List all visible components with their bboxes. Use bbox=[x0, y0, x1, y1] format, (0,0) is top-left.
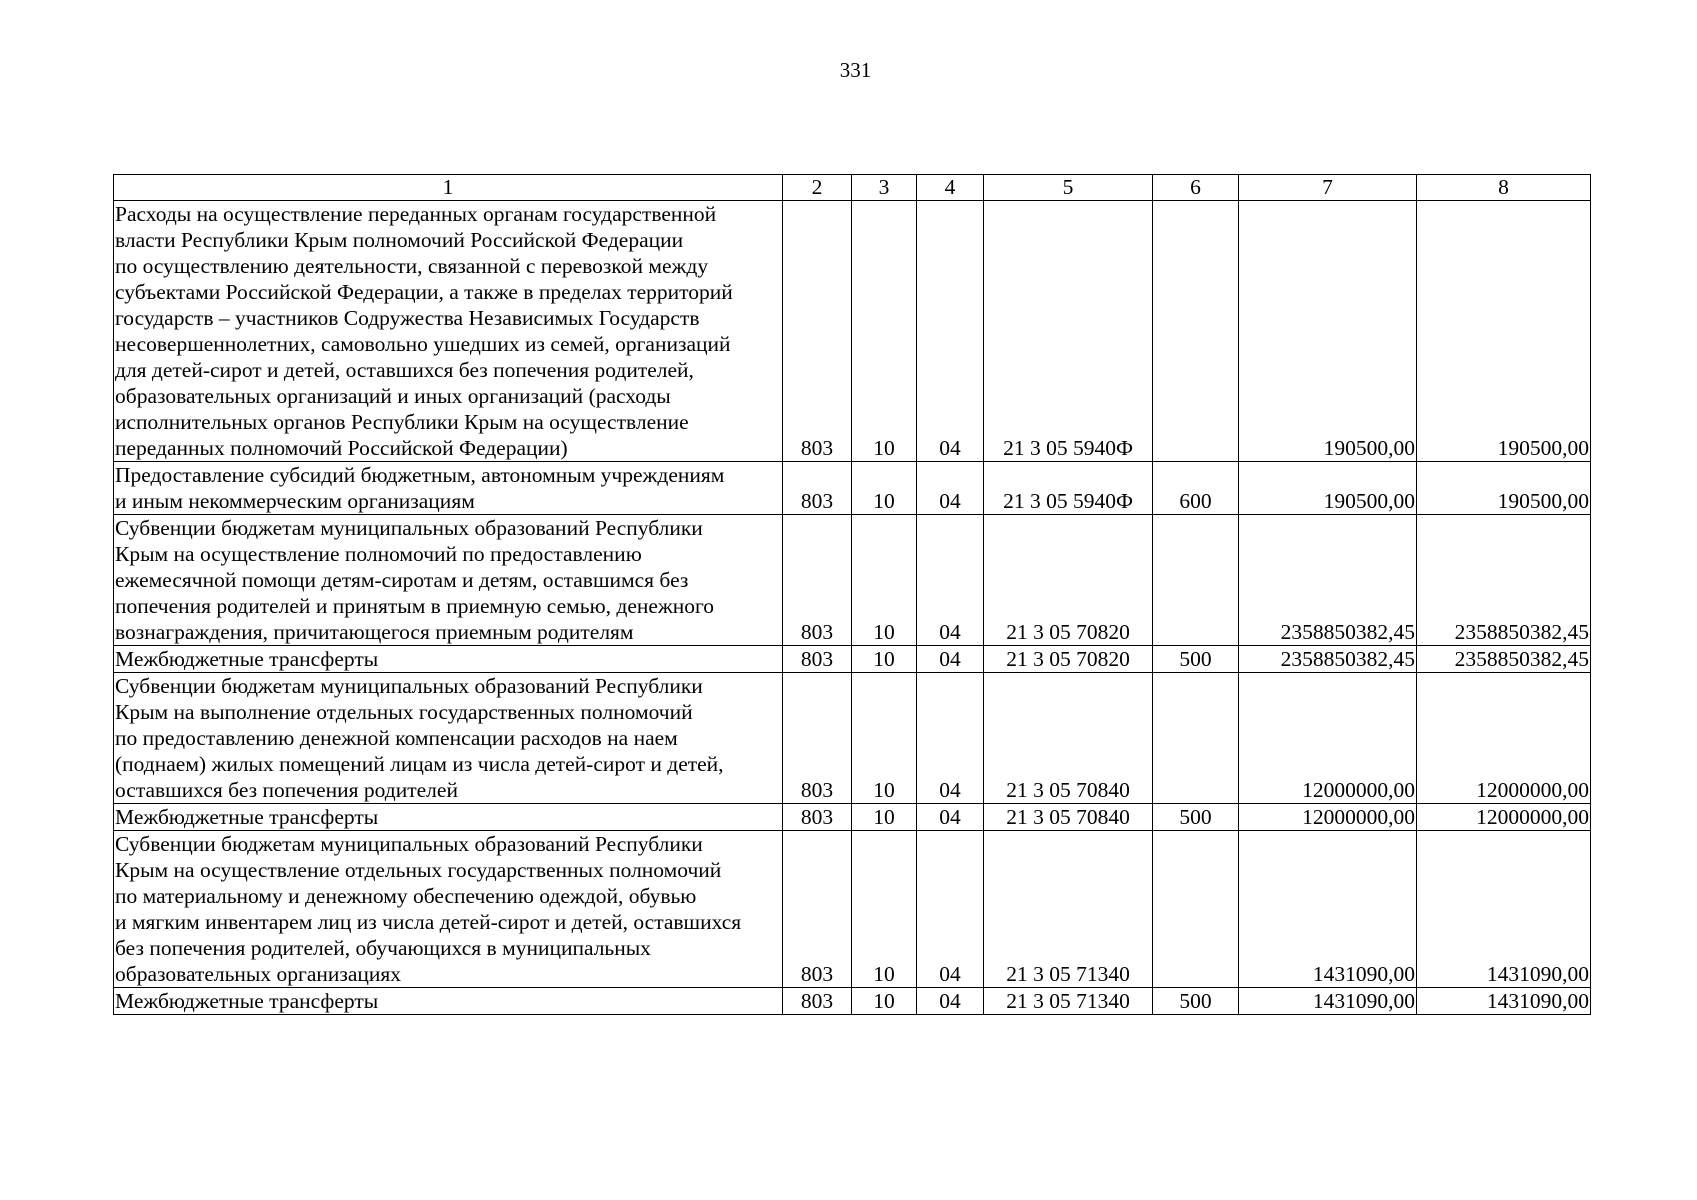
section-code: 10 bbox=[852, 462, 917, 515]
section-code: 10 bbox=[852, 515, 917, 646]
amount-col8: 12000000,00 bbox=[1417, 673, 1591, 804]
expense-type-code bbox=[1153, 201, 1239, 462]
subsection-code: 04 bbox=[917, 988, 984, 1015]
amount-col8: 1431090,00 bbox=[1417, 831, 1591, 988]
target-article-code: 21 3 05 5940Ф bbox=[984, 201, 1153, 462]
amount-col7: 1431090,00 bbox=[1239, 831, 1417, 988]
column-numbers-row bbox=[114, 175, 1591, 201]
column-header: 1 bbox=[114, 175, 783, 201]
row-description: Расходы на осуществление переданных органам государственной власти Республики Крым полномочий Российской Федерации по осуществлению деятельности, связанной с перевозкой между субъектами Российской Федерации, а также в пределах территорий государств – участников Содружества Независимых Государств несовершеннолетних, самовольно ушедших из семей, организаций для детей-сирот и детей, оставшихся без попечения родителей, образовательных организаций и иных организаций (расходы исполнительных органов Республики Крым на осуществление переданных полномочий Российской Федерации) bbox=[114, 201, 783, 462]
target-article-code: 21 3 05 71340 bbox=[984, 988, 1153, 1015]
ministry-code: 803 bbox=[783, 831, 852, 988]
row-description: Межбюджетные трансферты bbox=[114, 646, 783, 673]
table-row bbox=[114, 201, 1591, 462]
column-header: 6 bbox=[1153, 175, 1239, 201]
page-number: 331 bbox=[839, 58, 872, 82]
row-description: Субвенции бюджетам муниципальных образований Республики Крым на осуществление отдельных государственных полномочий по материальному и денежному обеспечению одеждой, обувью и мягким инвентарем лиц из числа детей-сирот и детей, оставшихся без попечения родителей, обучающихся в муниципальных образовательных организациях bbox=[114, 831, 783, 988]
target-article-code: 21 3 05 70820 bbox=[984, 515, 1153, 646]
row-description: Межбюджетные трансферты bbox=[114, 988, 783, 1015]
amount-col7: 190500,00 bbox=[1239, 201, 1417, 462]
amount-col8: 12000000,00 bbox=[1417, 804, 1591, 831]
section-code: 10 bbox=[852, 673, 917, 804]
column-header: 4 bbox=[917, 175, 984, 201]
section-code: 10 bbox=[852, 831, 917, 988]
column-header: 3 bbox=[852, 175, 917, 201]
column-header: 7 bbox=[1239, 175, 1417, 201]
section-code: 10 bbox=[852, 988, 917, 1015]
section-code: 10 bbox=[852, 201, 917, 462]
amount-col8: 2358850382,45 bbox=[1417, 646, 1591, 673]
table-row bbox=[114, 646, 1591, 673]
table-row bbox=[114, 462, 1591, 515]
subsection-code: 04 bbox=[917, 646, 984, 673]
amount-col8: 190500,00 bbox=[1417, 201, 1591, 462]
target-article-code: 21 3 05 5940Ф bbox=[984, 462, 1153, 515]
expense-type-code: 500 bbox=[1153, 988, 1239, 1015]
ministry-code: 803 bbox=[783, 673, 852, 804]
expense-type-code bbox=[1153, 673, 1239, 804]
target-article-code: 21 3 05 70820 bbox=[984, 646, 1153, 673]
amount-col7: 12000000,00 bbox=[1239, 673, 1417, 804]
ministry-code: 803 bbox=[783, 515, 852, 646]
ministry-code: 803 bbox=[783, 804, 852, 831]
row-description: Межбюджетные трансферты bbox=[114, 804, 783, 831]
amount-col7: 12000000,00 bbox=[1239, 804, 1417, 831]
expense-type-code bbox=[1153, 515, 1239, 646]
column-header: 2 bbox=[783, 175, 852, 201]
subsection-code: 04 bbox=[917, 515, 984, 646]
expense-type-code: 500 bbox=[1153, 646, 1239, 673]
target-article-code: 21 3 05 71340 bbox=[984, 831, 1153, 988]
ministry-code: 803 bbox=[783, 988, 852, 1015]
subsection-code: 04 bbox=[917, 673, 984, 804]
amount-col7: 2358850382,45 bbox=[1239, 646, 1417, 673]
row-description: Предоставление субсидий бюджетным, автономным учреждениям и иным некоммерческим организациям bbox=[114, 462, 783, 515]
amount-col8: 1431090,00 bbox=[1417, 988, 1591, 1015]
amount-col7: 2358850382,45 bbox=[1239, 515, 1417, 646]
expense-type-code bbox=[1153, 831, 1239, 988]
target-article-code: 21 3 05 70840 bbox=[984, 673, 1153, 804]
ministry-code: 803 bbox=[783, 462, 852, 515]
row-description: Субвенции бюджетам муниципальных образований Республики Крым на выполнение отдельных государственных полномочий по предоставлению денежной компенсации расходов на наем (поднаем) жилых помещений лицам из числа детей-сирот и детей, оставшихся без попечения родителей bbox=[114, 673, 783, 804]
table-row bbox=[114, 673, 1591, 804]
column-header: 8 bbox=[1417, 175, 1591, 201]
row-description: Субвенции бюджетам муниципальных образований Республики Крым на осуществление полномочий по предоставлению ежемесячной помощи детям-сиротам и детям, оставшимся без попечения родителей и принятым в приемную семью, денежного вознаграждения, причитающегося приемным родителям bbox=[114, 515, 783, 646]
subsection-code: 04 bbox=[917, 831, 984, 988]
section-code: 10 bbox=[852, 646, 917, 673]
column-header: 5 bbox=[984, 175, 1153, 201]
amount-col7: 1431090,00 bbox=[1239, 988, 1417, 1015]
amount-col8: 2358850382,45 bbox=[1417, 515, 1591, 646]
ministry-code: 803 bbox=[783, 646, 852, 673]
section-code: 10 bbox=[852, 804, 917, 831]
target-article-code: 21 3 05 70840 bbox=[984, 804, 1153, 831]
subsection-code: 04 bbox=[917, 804, 984, 831]
table-row bbox=[114, 988, 1591, 1015]
subsection-code: 04 bbox=[917, 201, 984, 462]
subsection-code: 04 bbox=[917, 462, 984, 515]
budget-table bbox=[113, 174, 1591, 1015]
amount-col7: 190500,00 bbox=[1239, 462, 1417, 515]
ministry-code: 803 bbox=[783, 201, 852, 462]
table-row bbox=[114, 515, 1591, 646]
amount-col8: 190500,00 bbox=[1417, 462, 1591, 515]
expense-type-code: 500 bbox=[1153, 804, 1239, 831]
table-row bbox=[114, 831, 1591, 988]
table-row bbox=[114, 804, 1591, 831]
expense-type-code: 600 bbox=[1153, 462, 1239, 515]
